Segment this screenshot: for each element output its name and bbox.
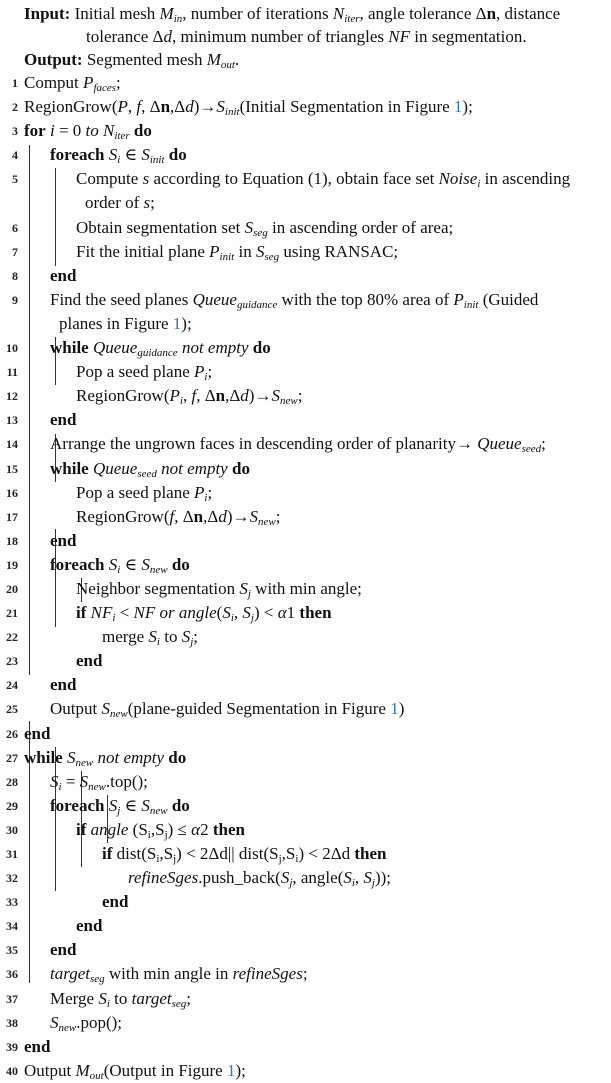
algo-line: 40 Output $M_{out}(Output$ in Figure 1); <box>6 1060 246 1082</box>
algo-line: 20 Neighbor segmentation $S_j$ with min angle; <box>6 578 362 600</box>
input-label: Input: <box>24 4 71 23</box>
figure-link[interactable]: 1 <box>453 97 463 117</box>
algorithm-input: Input: Initial mesh $M_{in}$, number of iterations $N_{iter}$, angle tolerance Δn, distance tolerance Δd, minimum number of triangles NF in segmentation. <box>24 4 561 46</box>
algo-line: 36 target$_{seg}$ with min angle in refineSges; <box>6 964 308 986</box>
algo-line: 18 end <box>6 530 77 550</box>
algo-line: 10 while Queue$_{guidance}$ not empty do <box>6 338 271 360</box>
algo-line: 34 end <box>6 916 103 936</box>
algo-line: 32 $refineSges.push\_back(S_j$, $angle(S_i$, $S_j$)); <box>6 868 392 890</box>
algo-line: 27 while $S_{new}$ not empty do <box>6 747 187 769</box>
algo-line: 21 if $NF_i$ < NF or $angle(S_i$, $S_j) < \alpha 1$ then <box>6 603 332 625</box>
figure-link[interactable]: 1 <box>226 1060 236 1080</box>
algo-line: 15 while Queue$_{seed}$ not empty do <box>6 458 250 480</box>
algo-line: 39 end <box>6 1036 51 1056</box>
algo-line: 29 foreach $S_j$ ∈ $S_{new}$ do <box>6 795 190 817</box>
algo-line: 13 end <box>6 410 77 430</box>
algo-line: 24 end <box>6 675 77 695</box>
algo-line: 14 Arrange the ungrown faces in descending order of planarity→ Queue$_{seed}$; <box>6 434 546 456</box>
algo-line: 28 $S_i = S_{new}.top()$; <box>6 771 148 793</box>
algo-line: 33 end <box>6 892 129 912</box>
algo-line: 6 Obtain segmentation set $S_{seg}$ in ascending order of area; <box>12 217 454 239</box>
algo-line: 11 Pop a seed plane $P_i$; <box>6 362 213 384</box>
algorithm-output: Output: Segmented mesh $M_{out}$. <box>24 50 240 71</box>
algo-line: 2 RegionGrow(P, f, $\Delta n,\Delta d)\to S_{init}(Initial$ Segmentation in Figure 1); <box>12 97 473 119</box>
algo-line: 1 Comput $P_{faces}$; <box>12 73 121 94</box>
algo-line: 12 $RegionGrow(P_i$, f, $\Delta n,\Delta d)\to S_{new}$; <box>6 386 303 408</box>
algo-line: 23 end <box>6 651 103 671</box>
algo-line: 30 if angle $(S_i,S_j) \le \alpha 2$ then <box>6 819 245 841</box>
algo-line: 4 foreach $S_i$ ∈ $S_{init}$ do <box>12 145 187 167</box>
algo-line: 19 foreach $S_i$ ∈ $S_{new}$ do <box>6 554 190 576</box>
algo-line: 22 merge $S_i$ to $S_j$; <box>6 627 199 649</box>
figure-link[interactable]: 1 <box>172 313 182 333</box>
algo-line: 37 Merge $S_i$ to target$_{seg}$; <box>6 988 191 1010</box>
output-label: Output: <box>24 50 83 69</box>
algo-line: 25 Output $S_{new}(plane$-guided Segmentation in Figure 1) <box>6 699 405 721</box>
algo-line: 3 for i = 0 to $N_{iter}$ do <box>12 121 152 143</box>
algo-line: 31 if $dist(S_i,S_j) < 2\Delta d||$ $dist(S_j,S_i) < 2\Delta d$ then <box>6 844 387 865</box>
algo-line: 35 end <box>6 940 77 960</box>
algo-line: 9 Find the seed planes Queue$_{guidance}$ with the top 80% area of $P_{init}$ (Guided planes in Figure 1); <box>12 289 539 333</box>
algo-line: 26 end <box>6 723 51 743</box>
algo-line: 17 RegionGrow(f, $\Delta n,\Delta d)\to S_{new}$; <box>6 506 281 528</box>
algo-line: 38 $S_{new}.pop()$; <box>6 1012 123 1034</box>
algo-line: 7 Fit the initial plane $P_{init}$ in $S_{seg}$ using RANSAC; <box>12 241 399 263</box>
figure-link[interactable]: 1 <box>390 699 399 719</box>
algo-line: 16 Pop a seed plane $P_i$; <box>6 482 213 504</box>
algo-line: 5 Compute s according to Equation (1), obtain face set Noise$_i$ in ascending order of s; <box>12 169 571 213</box>
algo-line: 8 end <box>12 265 77 285</box>
